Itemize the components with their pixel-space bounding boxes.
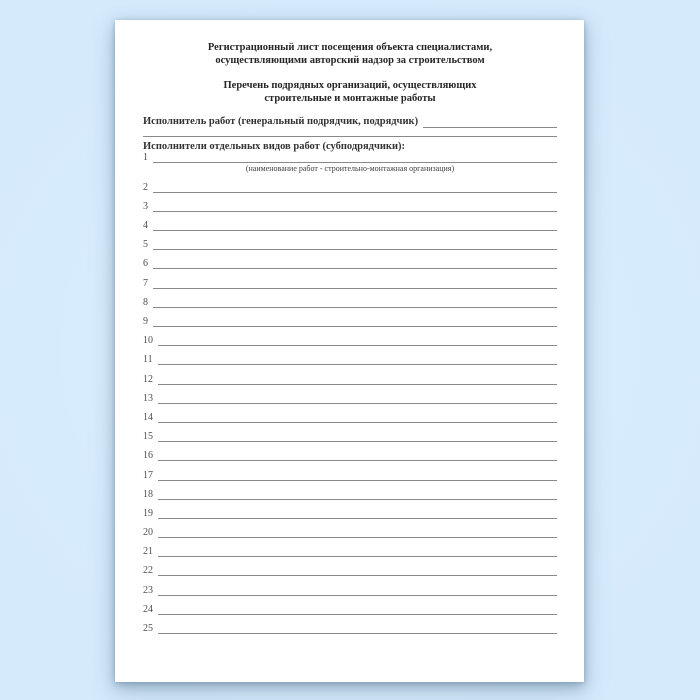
list-item-number: 16 <box>143 450 153 462</box>
list-item-blank-line <box>158 441 557 442</box>
list-item <box>143 385 557 404</box>
list-item-number: 14 <box>143 411 153 423</box>
list-item <box>143 365 557 384</box>
list-item <box>143 250 557 269</box>
list-item-blank-line <box>158 403 557 404</box>
list-item-number: 3 <box>143 200 148 212</box>
list-item <box>143 481 557 500</box>
list-item-blank-line <box>153 326 557 327</box>
subtitle-line-2: строительные и монтажные работы <box>264 92 436 104</box>
executor-label: Исполнитель работ (генеральный подрядчик, подрядчик) <box>143 116 419 127</box>
list-item <box>143 153 557 163</box>
list-item <box>143 596 557 615</box>
list-item-number: 5 <box>143 239 148 251</box>
list-item-number: 2 <box>143 181 148 193</box>
list-item-blank-line <box>158 364 557 365</box>
list-item-number: 21 <box>143 546 153 558</box>
list-item-number: 8 <box>143 296 148 308</box>
list-item-number: 23 <box>143 584 153 596</box>
list-item-blank-line <box>153 192 557 193</box>
list-item <box>143 308 557 327</box>
list-item <box>143 519 557 538</box>
list-item-blank-line <box>158 480 557 481</box>
list-item-number: 10 <box>143 335 153 347</box>
list-item-blank-line <box>158 384 557 385</box>
list-item-blank-line <box>158 556 557 557</box>
list-item <box>143 231 557 250</box>
list-item <box>143 500 557 519</box>
document-title <box>143 42 557 67</box>
list-item-blank-line <box>158 595 557 596</box>
list-item-blank-line <box>158 422 557 423</box>
list-item-number: 11 <box>143 354 153 366</box>
list-item-number: 24 <box>143 603 153 615</box>
list-item <box>143 289 557 308</box>
executor-blank-line-continuation <box>143 128 557 137</box>
list-item <box>143 576 557 595</box>
executor-blank-line <box>423 115 557 128</box>
list-item-blank-line <box>158 575 557 576</box>
list-item-blank-line <box>158 633 557 634</box>
list-item <box>143 461 557 480</box>
list-item <box>143 193 557 212</box>
subtitle-line-1: Перечень подрядных организаций, осуществляющих <box>223 80 477 91</box>
list-item-number: 9 <box>143 316 148 327</box>
list-item-blank-line <box>153 211 557 212</box>
list-item-number: 15 <box>143 431 153 443</box>
list-item-number: 4 <box>143 220 148 232</box>
title-line-1: Регистрационный лист посещения объекта специалистами, <box>207 42 493 53</box>
list-item-number: 1 <box>143 151 148 163</box>
document-subtitle <box>143 80 557 105</box>
list-item-blank-line <box>158 518 557 519</box>
document-page <box>115 20 584 682</box>
list-item <box>143 538 557 557</box>
list-item-blank-line <box>153 249 557 250</box>
list-item <box>143 269 557 288</box>
list-item-number: 6 <box>143 258 148 270</box>
executor-row <box>143 115 557 128</box>
list-item-blank-line <box>158 460 557 461</box>
list-item-number: 13 <box>143 392 153 404</box>
list-item-blank-line <box>158 537 557 538</box>
list-item-number: 12 <box>143 373 153 385</box>
list-item-number: 18 <box>143 488 153 500</box>
list-item-blank-line <box>153 230 557 231</box>
list-item-number: 19 <box>143 507 153 519</box>
title-line-2: осуществляющими авторский надзор за строительством <box>215 54 485 66</box>
list-item-blank-line <box>158 614 557 615</box>
list-item-number: 17 <box>143 469 153 481</box>
list-item-blank-line <box>158 499 557 500</box>
list-item-blank-line <box>153 268 557 269</box>
list-item <box>143 404 557 423</box>
list-item-blank-line <box>153 288 557 289</box>
list-item <box>143 423 557 442</box>
list-item-blank-line <box>158 345 557 346</box>
list-item <box>143 346 557 365</box>
list-item <box>143 327 557 346</box>
list-item-number: 25 <box>143 623 153 634</box>
list-item <box>143 212 557 231</box>
list-item <box>143 615 557 634</box>
list-item <box>143 557 557 576</box>
subcontractor-list <box>143 153 557 634</box>
list-item-number: 7 <box>143 277 148 289</box>
list-item-number: 22 <box>143 565 153 577</box>
subcontractors-label: Исполнители отдельных видов работ (субподрядчики): <box>143 141 406 152</box>
list-item <box>143 174 557 193</box>
list-item-blank-line <box>153 162 557 163</box>
list-item <box>143 442 557 461</box>
list-item-number: 20 <box>143 527 153 539</box>
first-line-caption: (наименование работ - строительно-монтажная организация) <box>245 163 455 173</box>
list-item-blank-line <box>153 307 557 308</box>
